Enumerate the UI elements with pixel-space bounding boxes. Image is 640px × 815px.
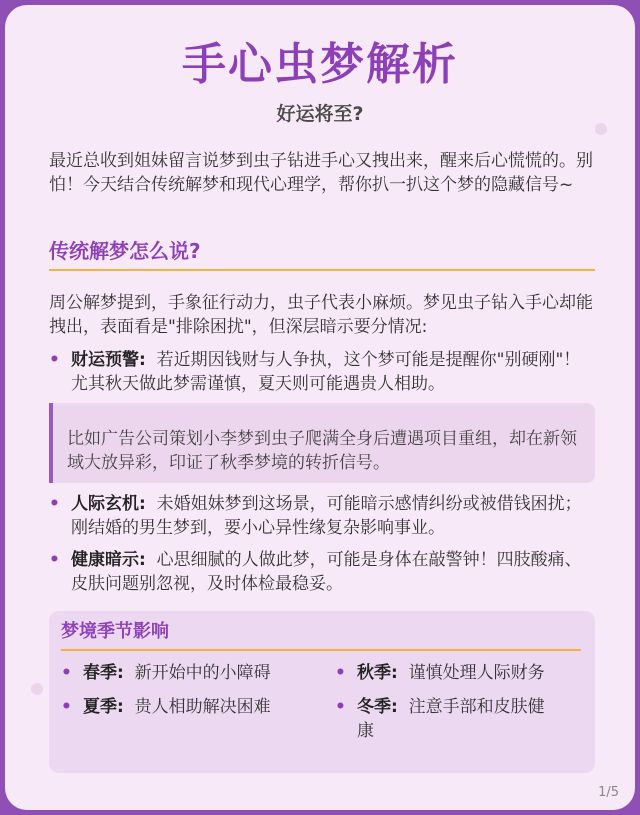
season-text: 贵人相助解决困难	[134, 697, 271, 717]
bullet-text: 心思细腻的人做此梦，可能是身体在敲警钟！四肢酸痛、皮肤问题别忽视，及时体检最稳妥。	[71, 550, 582, 594]
list-item-relation	[49, 492, 595, 540]
season-item-summer	[61, 695, 291, 719]
season-item-spring	[61, 661, 291, 685]
intro-paragraph: 最近总收到姐妹留言说梦到虫子钻进手心又拽出来，醒来后心慌慌的。别怕！今天结合传统解梦和现代心理学，帮你扒一扒这个梦的隐藏信号~	[49, 151, 593, 195]
page-title: 手心虫梦解析	[182, 39, 458, 90]
decorative-dot	[31, 683, 43, 695]
page-subtitle: 好运将至?	[276, 103, 364, 125]
bullet-dot-icon: •	[49, 350, 60, 370]
section-heading-traditional: 传统解梦怎么说?	[49, 237, 595, 271]
season-label: 夏季:	[83, 697, 124, 717]
bullet-dot-icon: •	[61, 697, 72, 717]
bullet-dot-icon: •	[335, 697, 346, 717]
list-item-finance	[49, 348, 595, 396]
page-number: 1/5	[598, 785, 619, 800]
quote-text: 比如广告公司策划小李梦到虫子爬满全身后遭遇项目重组，却在新领域大放异彩，印证了秋季梦境的转折信号。	[67, 429, 577, 473]
season-label: 冬季:	[357, 697, 398, 717]
section-paragraph: 周公解梦提到，手象征行动力，虫子代表小麻烦。梦见虫子钻入手心却能拽出，表面看是"排除困扰"，但深层暗示要分情况:	[49, 293, 593, 337]
bullet-label: 健康暗示:	[71, 550, 146, 570]
bullet-text: 未婚姐妹梦到这场景，可能暗示感情纠纷或被借钱困扰；刚结婚的男生梦到，要小心异性缘复杂影响事业。	[71, 494, 582, 538]
bullet-dot-icon: •	[335, 663, 346, 683]
season-heading: 梦境季节影响	[61, 619, 581, 651]
season-box	[49, 611, 595, 773]
bullet-dot-icon: •	[49, 494, 60, 514]
season-text: 注意手部和皮肤健康	[357, 697, 545, 741]
bullet-text: 若近期因钱财与人争执，这个梦可能是提醒你"别硬刚"！尤其秋天做此梦需谨慎，夏天则可能遇贵人相助。	[71, 350, 581, 394]
document-card	[5, 5, 635, 810]
list-item-health	[49, 548, 595, 596]
bullet-label: 财运预警:	[71, 350, 146, 370]
example-quote	[49, 403, 595, 483]
season-item-winter	[335, 695, 555, 743]
season-text: 谨慎处理人际财务	[408, 663, 545, 683]
bullet-label: 人际玄机:	[71, 494, 146, 514]
bullet-dot-icon: •	[49, 550, 60, 570]
season-label: 秋季:	[357, 663, 398, 683]
season-label: 春季:	[83, 663, 124, 683]
bullet-dot-icon: •	[61, 663, 72, 683]
season-text: 新开始中的小障碍	[134, 663, 271, 683]
season-item-autumn	[335, 661, 565, 685]
